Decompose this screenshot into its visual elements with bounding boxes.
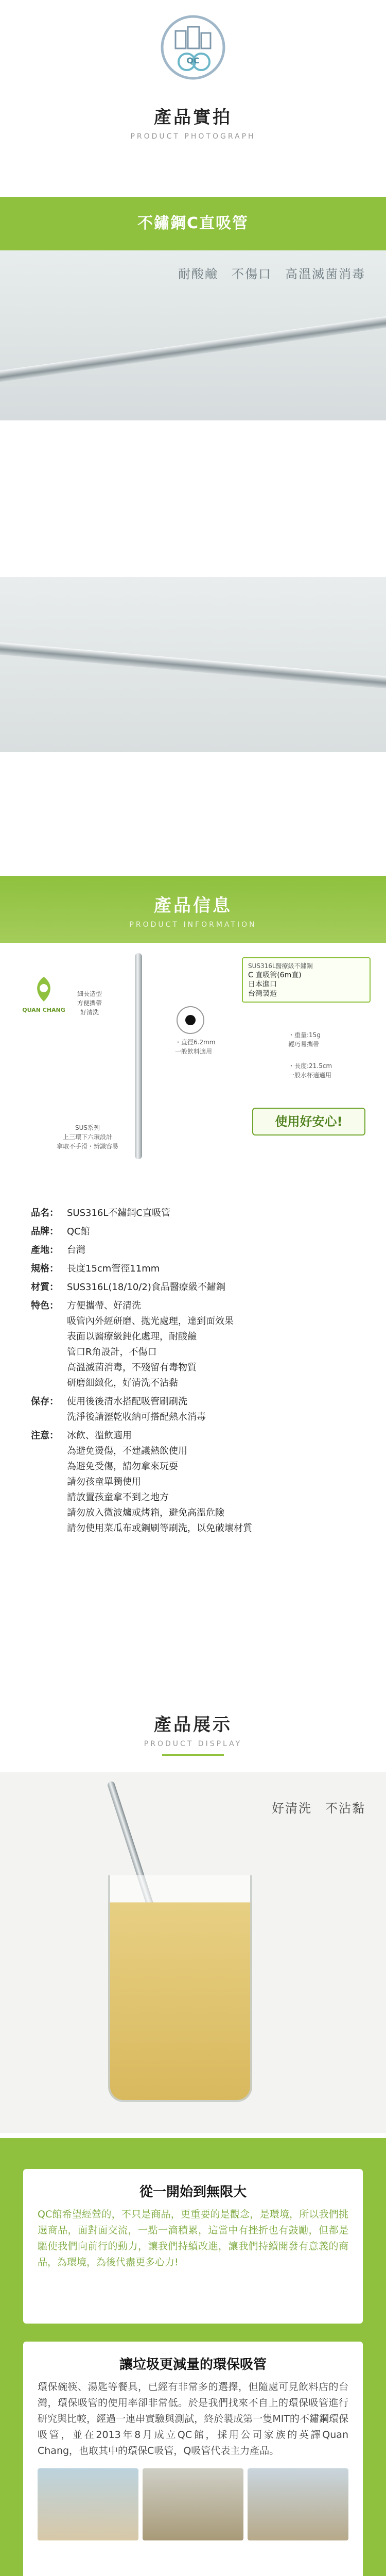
- card-2-photos: [38, 2468, 348, 2540]
- story-card-2: [23, 2342, 363, 2576]
- spec-value: 長度15cm管徑11mm: [67, 1263, 160, 1274]
- spec-key: 產地：: [31, 1245, 59, 1256]
- spec-list: [0, 1206, 386, 1680]
- spec-row: [31, 1428, 355, 1536]
- diameter-diagram: [175, 1005, 237, 1056]
- weight-label: ・重量:15g: [288, 1031, 321, 1039]
- spec-value: SUS316L(18/10/2)食品醫療級不鏽鋼: [67, 1282, 225, 1293]
- note-bottom-left: [57, 1123, 118, 1151]
- note-left-line: 方便攜帶: [77, 999, 102, 1007]
- photo-section-subtitle: PRODUCT PHOTOGRAPH: [130, 132, 256, 141]
- spec-row: [31, 1206, 355, 1221]
- display-photo: [0, 1772, 386, 2133]
- straw-vertical: [135, 953, 142, 1159]
- display-section-subtitle: PRODUCT DISPLAY: [144, 1740, 242, 1748]
- display-section-title: 產品展示: [154, 1715, 232, 1735]
- trash-photo: [143, 2468, 243, 2540]
- spec-key: 規格：: [31, 1263, 59, 1274]
- spec-row: [31, 1224, 355, 1240]
- brand-logo-text: QUAN CHANG: [22, 1007, 65, 1013]
- product-title-banner: [0, 197, 386, 250]
- spec-box-line: 台灣製造: [248, 990, 277, 998]
- weight-label: 輕巧易攜帶: [288, 1041, 320, 1048]
- spec-key: 材質：: [31, 1282, 59, 1293]
- header-section: [0, 0, 386, 222]
- spec-box: [242, 957, 371, 1003]
- shore-photo: [248, 2468, 348, 2540]
- straw-image-1: [0, 314, 386, 383]
- spec-row: [31, 1280, 355, 1295]
- spec-key: 品名：: [31, 1208, 59, 1218]
- info-section-subtitle: PRODUCT INFORMATION: [129, 921, 257, 929]
- note-bottom-line: 上三環下六環設計: [63, 1133, 113, 1141]
- product-photo-1: [0, 250, 386, 420]
- weight-note: [288, 1030, 321, 1049]
- display-section-header: [0, 1700, 386, 1777]
- photo-section-title: 產品實拍: [154, 107, 232, 128]
- card-1-title: 從一開始到無限大: [139, 2184, 247, 2200]
- spec-key: 注意：: [31, 1430, 59, 1441]
- cross-section-icon: [175, 1005, 206, 1036]
- diameter-label: ・直徑6.2mm: [175, 1039, 216, 1046]
- spec-box-line: 日本進口: [248, 980, 277, 989]
- spec-value: 冰飲、溫飲適用 為避免燙傷，不建議熱飲使用 為避免受傷，請勿拿來玩耍 請勿孩童單獨使用 請放置孩童拿不到之地方 請勿放入微波爐或烤箱，避免高溫危險 請勿使用菜瓜布或鋼刷等刷洗，以免破壞材質: [67, 1430, 252, 1534]
- spec-value: SUS316L不鏽鋼C直吸管: [67, 1208, 170, 1218]
- safe-badge: 使用好安心!: [252, 1108, 365, 1136]
- display-caption: 好清洗 不沾黏: [272, 1801, 365, 1816]
- length-note: [288, 1061, 332, 1080]
- spec-row: [31, 1243, 355, 1258]
- product-photo-2: [0, 577, 386, 752]
- product-title: 不鏽鋼C直吸管: [137, 214, 249, 232]
- spec-row: [31, 1298, 355, 1391]
- spec-key: 品牌：: [31, 1226, 59, 1237]
- spec-row: [31, 1261, 355, 1277]
- story-card-1: [23, 2169, 363, 2324]
- spec-value: 方便攜帶、好清洗 吸管內外經研磨、拋光處理，達到面效果 表面以醫療級鈍化處理，耐酸鹼 管口R角設計，不傷口 高溫滅菌消毒，不殘留有毒物質 研磨細緻化，好清洗不沾黏: [67, 1300, 234, 1388]
- card-2-title: 讓垃圾更減量的環保吸管: [119, 2357, 267, 2372]
- brand-logo: [15, 974, 72, 1020]
- spec-key: 保存：: [31, 1396, 59, 1407]
- spec-value: 使用後後清水搭配吸管刷刷洗 洗淨後請瀝乾收納可搭配熱水消毒: [67, 1396, 206, 1422]
- note-left-line: 好清洗: [80, 1009, 99, 1016]
- beach-cleanup-photo: [38, 2468, 138, 2540]
- divider: [162, 1754, 224, 1756]
- straw-image-2: [0, 641, 386, 690]
- note-bottom-line: SUS系列: [75, 1124, 100, 1131]
- logo-mark: QC: [186, 56, 200, 65]
- product-tagline: 耐酸鹼 不傷口 高溫滅菌消毒: [178, 267, 365, 281]
- length-label: 一般水杯適適用: [288, 1072, 332, 1079]
- diameter-label: 一般飲料適用: [175, 1048, 213, 1055]
- spec-box-line: SUS316L醫療級不鏽鋼: [248, 962, 313, 970]
- qc-logo: [158, 12, 228, 82]
- note-bottom-line: 拿取不手滑・辨識容易: [57, 1143, 119, 1150]
- spec-key: 特色：: [31, 1300, 59, 1311]
- length-label: ・長度:21.5cm: [288, 1062, 332, 1070]
- info-diagram: [0, 943, 386, 1185]
- card-2-body: 環保碗筷、湯匙等餐具，已經有非常多的選擇，但隨處可見飲料店的台灣，環保吸管的使用率卻非常低。於是我們找來不自上的環保吸管進行研究與比較，經過一連串實驗與測試，終於製成第一隻MIT的不鏽鋼環保吸管，並在2013年8月成立QC館，採用公司家族的英譯Quan Chang，也取其中的環保C吸管，Q吸管代表主力產品。: [38, 2381, 348, 2456]
- note-left-line: 細長造型: [77, 990, 102, 997]
- glass-icon: [108, 1875, 252, 2102]
- spec-value: QC館: [67, 1226, 90, 1237]
- spec-row: [31, 1394, 355, 1425]
- card-1-body: QC館希望經營的，不只是商品，更重要的是觀念，是環境，所以我們挑選商品，面對面交流，一點一滴積累，這當中有挫折也有鼓勵，但都是驅使我們向前行的動力，讓我們持續改進，讓我們持續開發有意義的商品，為環境，為後代盡更多心力!: [38, 2209, 348, 2268]
- spec-box-line: C 直吸管(6m直): [248, 971, 302, 979]
- info-section-header: [0, 876, 386, 943]
- spec-value: 台灣: [67, 1245, 85, 1256]
- info-section-title: 產品信息: [154, 895, 232, 916]
- spec-rows: [31, 1206, 355, 1536]
- note-left: [77, 989, 102, 1017]
